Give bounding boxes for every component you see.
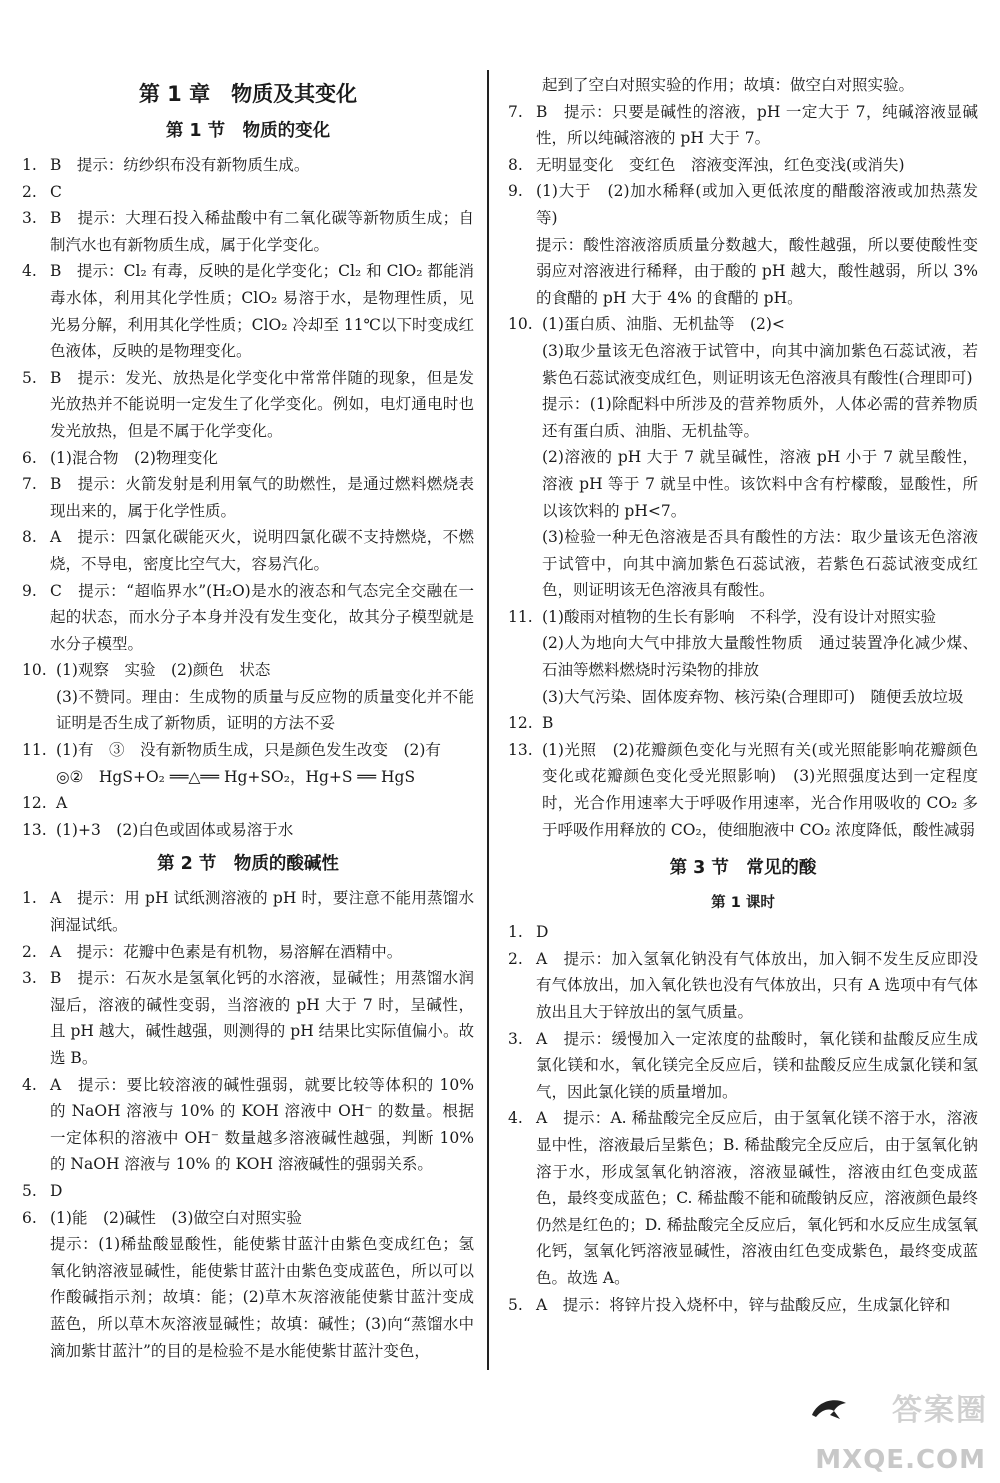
- answer-text: (1)观察 实验 (2)颜色 状态 (3)不赞同。理由：生成物的质量与反应物的质量变化并不能证明是否生成了新物质，证明的方法不妥: [56, 661, 474, 733]
- answer-text: 无明显变化 变红色 溶液变浑浊，红色变浅(或消失): [536, 155, 905, 174]
- answer-item: [508, 152, 978, 179]
- answer-item: [22, 179, 474, 206]
- answer-item: [22, 790, 474, 817]
- section-2-title: 第 2 节 物质的酸碱性: [157, 854, 339, 875]
- answer-text: (1)能 (2)碱性 (3)做空白对照实验 提示：(1)稀盐酸显酸性，能使紫甘蓝汁由紫色变成红色；氢氧化钠溶液显碱性，能使紫甘蓝汁由紫色变成蓝色，所以可以作酸碱指示剂；故填：能；(2)草木灰溶液能使紫甘蓝汁变成蓝色，所以草木灰溶液显碱性；故填：碱性；(3)向“蒸馏水中滴加紫甘蓝汁”的目的是检验不是水能使紫甘蓝汁变色，: [50, 1208, 474, 1360]
- answer-item: [508, 178, 978, 311]
- answer-item: [22, 578, 474, 658]
- answer-item: [508, 946, 978, 1026]
- answer-number: 11.: [508, 607, 533, 626]
- answer-text: A 提示：加入氢氧化钠没有气体放出，加入铜不发生反应即没有气体放出，加入氧化铁也没有气体放出，只有 A 选项中有气体放出且大于锌放出的氢气质量。: [536, 949, 978, 1021]
- answer-text: B 提示：石灰水是氢氧化钙的水溶液，显碱性；用蒸馏水润湿后，溶液的碱性变弱，当溶液的 pH 大于 7 时，呈碱性，且 pH 越大，碱性越强，则测得的 pH 结果比实际值偏小。故选 B。: [50, 969, 474, 1067]
- answer-number: 8.: [22, 528, 37, 547]
- answer-number: 10.: [508, 315, 533, 334]
- answer-number: 12.: [22, 794, 47, 813]
- answer-text: (1)有 ③ 没有新物质生成，只是颜色发生改变 (2)有: [56, 741, 441, 760]
- answer-text: A 提示：花瓣中色素是有机物，易溶解在酒精中。: [50, 942, 403, 961]
- answer-text: A: [56, 794, 68, 813]
- answer-number: 5.: [22, 368, 37, 387]
- section-2-answers-cont: [508, 99, 978, 844]
- answer-number: 10.: [22, 661, 47, 680]
- answer-text: A 提示：四氯化碳能灭火，说明四氯化碳不支持燃烧，不燃烧，不导电，密度比空气大，容易汽化。: [50, 528, 474, 573]
- answer-item: [22, 657, 474, 737]
- answer-number: 3.: [22, 969, 37, 988]
- answer-item: [22, 205, 474, 258]
- answer-item: [22, 445, 474, 472]
- answer-number: 2.: [22, 182, 37, 201]
- answer-text: D: [50, 1181, 63, 1200]
- answer-text: A 提示：A. 稀盐酸完全反应后，由于氢氧化镁不溶于水，溶液显中性，溶液最后呈紫色；B. 稀盐酸完全反应后，由于氢氧化钠溶于水，形成氢氧化钠溶液，溶液显碱性，溶液由红色变成蓝色，最终变成蓝色；C. 稀盐酸不能和硫酸钠反应，溶液颜色最终仍然是红色的；D. 稀盐酸完全反应后，氧化钙和水反应生成氢氧化钙，氢氧化钙溶液显碱性，溶液由红色变成紫色，最终变成蓝色。故选 A。: [536, 1109, 978, 1287]
- answer-item: [22, 1072, 474, 1178]
- answer-item: [508, 604, 978, 710]
- answer-item: [508, 710, 978, 737]
- answer-item: [508, 99, 978, 152]
- watermark-url: MXQE.COM: [815, 1445, 986, 1475]
- answer-number: 3.: [22, 209, 37, 228]
- answer-number: 7.: [22, 475, 37, 494]
- answer-number: 4.: [22, 262, 37, 281]
- answer-text: A 提示：将锌片投入烧杯中，锌与盐酸反应，生成氯化锌和: [536, 1295, 951, 1314]
- answer-item: [22, 885, 474, 938]
- answer-item: [22, 737, 474, 764]
- section-1-title: 第 1 节 物质的变化: [165, 121, 331, 141]
- answer-item: [508, 919, 978, 946]
- answer-text: B: [542, 714, 554, 733]
- answer-number: 2.: [508, 949, 523, 968]
- right-column: [508, 72, 978, 1318]
- answer-text: D: [536, 923, 549, 942]
- answer-number: 2.: [22, 942, 37, 961]
- section-1-answers-tail: [22, 790, 474, 843]
- formula-line: ◎② HgS+O₂ ══△══ Hg+SO₂，Hg+S ══ HgS: [56, 767, 416, 786]
- section-3-answers: [508, 919, 978, 1318]
- answer-text: (1)酸雨对植物的生长有影响 不科学，没有设计对照实验 (2)人为地向大气中排放大量酸性物质 通过装置净化减少煤、石油等燃料燃烧时污染物的排放 (3)大气污染、固体废弃物、核污染(合理即可) 随便丢放垃圾: [542, 607, 978, 706]
- answer-number: 13.: [22, 820, 47, 839]
- answer-item: [508, 1292, 978, 1319]
- answer-text: B 提示：大理石投入稀盐酸中有二氧化碳等新物质生成；自制汽水也有新物质生成，属于化学变化。: [50, 209, 474, 254]
- answer-item: [22, 1178, 474, 1205]
- answer-number: 5.: [508, 1295, 523, 1314]
- answer-item: [22, 258, 474, 364]
- answer-text: B 提示：火箭发射是利用氧气的助燃性，是通过燃料燃烧表现出来的，属于化学性质。: [50, 475, 474, 520]
- chapter-title: 第 1 章 物质及其变化: [138, 82, 358, 106]
- answer-item: [508, 1026, 978, 1106]
- answer-item: [508, 1105, 978, 1291]
- answer-text: C 提示：“超临界水”(H₂O)是水的液态和气态完全交融在一起的状态，而水分子本身并没有发生变化，故其分子模型就是水分子模型。: [50, 581, 474, 653]
- answer-text: C: [50, 182, 62, 201]
- answer-item: [22, 471, 474, 524]
- answer-number: 13.: [508, 740, 533, 759]
- answer-number: 7.: [508, 102, 523, 121]
- answer-item: [508, 311, 978, 604]
- answer-text: (1)大于 (2)加水稀释(或加入更低浓度的醋酸溶液或加热蒸发等) 提示：酸性溶液溶质质量分数越大，酸性越强，所以要使酸性变弱应对溶液进行稀释，由于酸的 pH 越大，酸性越弱，所以 3% 的食醋的 pH 大于 4% 的食醋的 pH。: [536, 182, 978, 307]
- answer-text: (1)光照 (2)花瓣颜色变化与光照有关(或光照能影响花瓣颜色变化或花瓣颜色变化受光照影响) (3)光照强度达到一定程度时，光合作用速率大于呼吸作用速率，光合作用吸收的 CO₂ 多于呼吸作用释放的 CO₂，使细胞液中 CO₂ 浓度降低，酸性减弱: [542, 740, 978, 839]
- section-2-answers: [22, 885, 474, 1364]
- answer-number: 11.: [22, 741, 47, 760]
- answer-item: [508, 737, 978, 843]
- answer-item: [22, 365, 474, 445]
- answer-number: 1.: [508, 923, 523, 942]
- answer-number: 8.: [508, 155, 523, 174]
- answer-item: [22, 524, 474, 577]
- answer-text: B 提示：只要是碱性的溶液，pH 一定大于 7，纯碱溶液显碱性，所以纯碱溶液的 pH 大于 7。: [536, 102, 978, 148]
- answer-number: 9.: [508, 182, 523, 201]
- answer-number: 12.: [508, 714, 533, 733]
- answer-item: [22, 817, 474, 844]
- answer-text: B 提示：纺纱织布没有新物质生成。: [50, 156, 310, 174]
- answer-number: 4.: [22, 1075, 37, 1094]
- answer-number: 5.: [22, 1181, 37, 1200]
- answer-number: 1.: [22, 156, 37, 174]
- answer-number: 6.: [22, 448, 37, 467]
- left-column: [22, 72, 474, 1364]
- answer-item: [22, 939, 474, 966]
- answer-text: (1)+3 (2)白色或固体或易溶于水: [56, 820, 294, 839]
- section-3-title: 第 3 节 常见的酸: [669, 858, 817, 879]
- answer-number: 6.: [22, 1208, 37, 1227]
- answer-number: 1.: [22, 889, 37, 908]
- answer-item: [22, 965, 474, 1071]
- dolphin-logo-icon: [810, 1395, 850, 1423]
- answer-text: (1)蛋白质、油脂、无机盐等 (2)< (3)取少量该无色溶液于试管中，向其中滴加紫色石蕊试液，若紫色石蕊试液变成红色，则证明该无色溶液具有酸性(合理即可) 提示：(1)除配料中所涉及的营养物质外，人体必需的营养物质还有蛋白质、油脂、无机盐等。 (2)溶液的 pH 大于 7 就呈碱性，溶液 pH 小于 7 就呈酸性，溶液 pH 等于 7 就呈中性。该饮料中含有柠檬酸，显酸性，所以该饮料的 pH<7。 (3)检验一种无色溶液是否具有酸性的方法：取少量该无色溶液于试管中，向其中滴加紫色石蕊试液，若紫色石蕊试液变成红色，则证明该无色溶液具有酸性。: [542, 315, 978, 600]
- answer-number: 9.: [22, 581, 37, 600]
- answer-text: A 提示：要比较溶液的碱性强弱，就要比较等体积的 10% 的 NaOH 溶液与 10% 的 KOH 溶液中 OH⁻ 的数量。根据一定体积的溶液中 OH⁻ 数量越多溶液碱性越强，判断 10% 的 NaOH 溶液与 10% 的 KOH 溶液碱性的强弱关系。: [50, 1075, 474, 1174]
- answer-number: 4.: [508, 1109, 523, 1128]
- answer-text: A 提示：缓慢加入一定浓度的盐酸时，氧化镁和盐酸反应生成氯化镁和水，氧化镁完全反应后，镁和盐酸反应生成氯化镁和氢气，因此氯化镁的质量增加。: [536, 1029, 978, 1101]
- answer-text: B 提示：Cl₂ 有毒，反映的是化学变化；Cl₂ 和 ClO₂ 都能消毒水体，利用其化学性质；ClO₂ 易溶于水，是物理性质，见光易分解，利用其化学性质；ClO₂ 冷却至 11℃以下时变成红色液体，反映的是物理变化。: [50, 262, 474, 361]
- watermark: [798, 1395, 988, 1475]
- watermark-text: 答案圈: [892, 1393, 988, 1428]
- answer-item: [22, 1205, 474, 1365]
- column-divider: [487, 70, 489, 1370]
- answer-text: A 提示：用 pH 试纸测溶液的 pH 时，要注意不能用蒸馏水润湿试纸。: [50, 889, 474, 935]
- answer-text: B 提示：发光、放热是化学变化中常常伴随的现象，但是发光放热并不能说明一定发生了化学变化。例如，电灯通电时也发光放热，但是不属于化学变化。: [50, 368, 474, 440]
- continuation-text: 起到了空白对照实验的作用；故填：做空白对照实验。: [542, 76, 915, 94]
- answer-item: [22, 152, 474, 179]
- section-1-answers: [22, 152, 474, 764]
- answer-text: (1)混合物 (2)物理变化: [50, 448, 218, 467]
- lesson-title: 第 1 课时: [711, 895, 775, 912]
- answer-number: 3.: [508, 1029, 523, 1048]
